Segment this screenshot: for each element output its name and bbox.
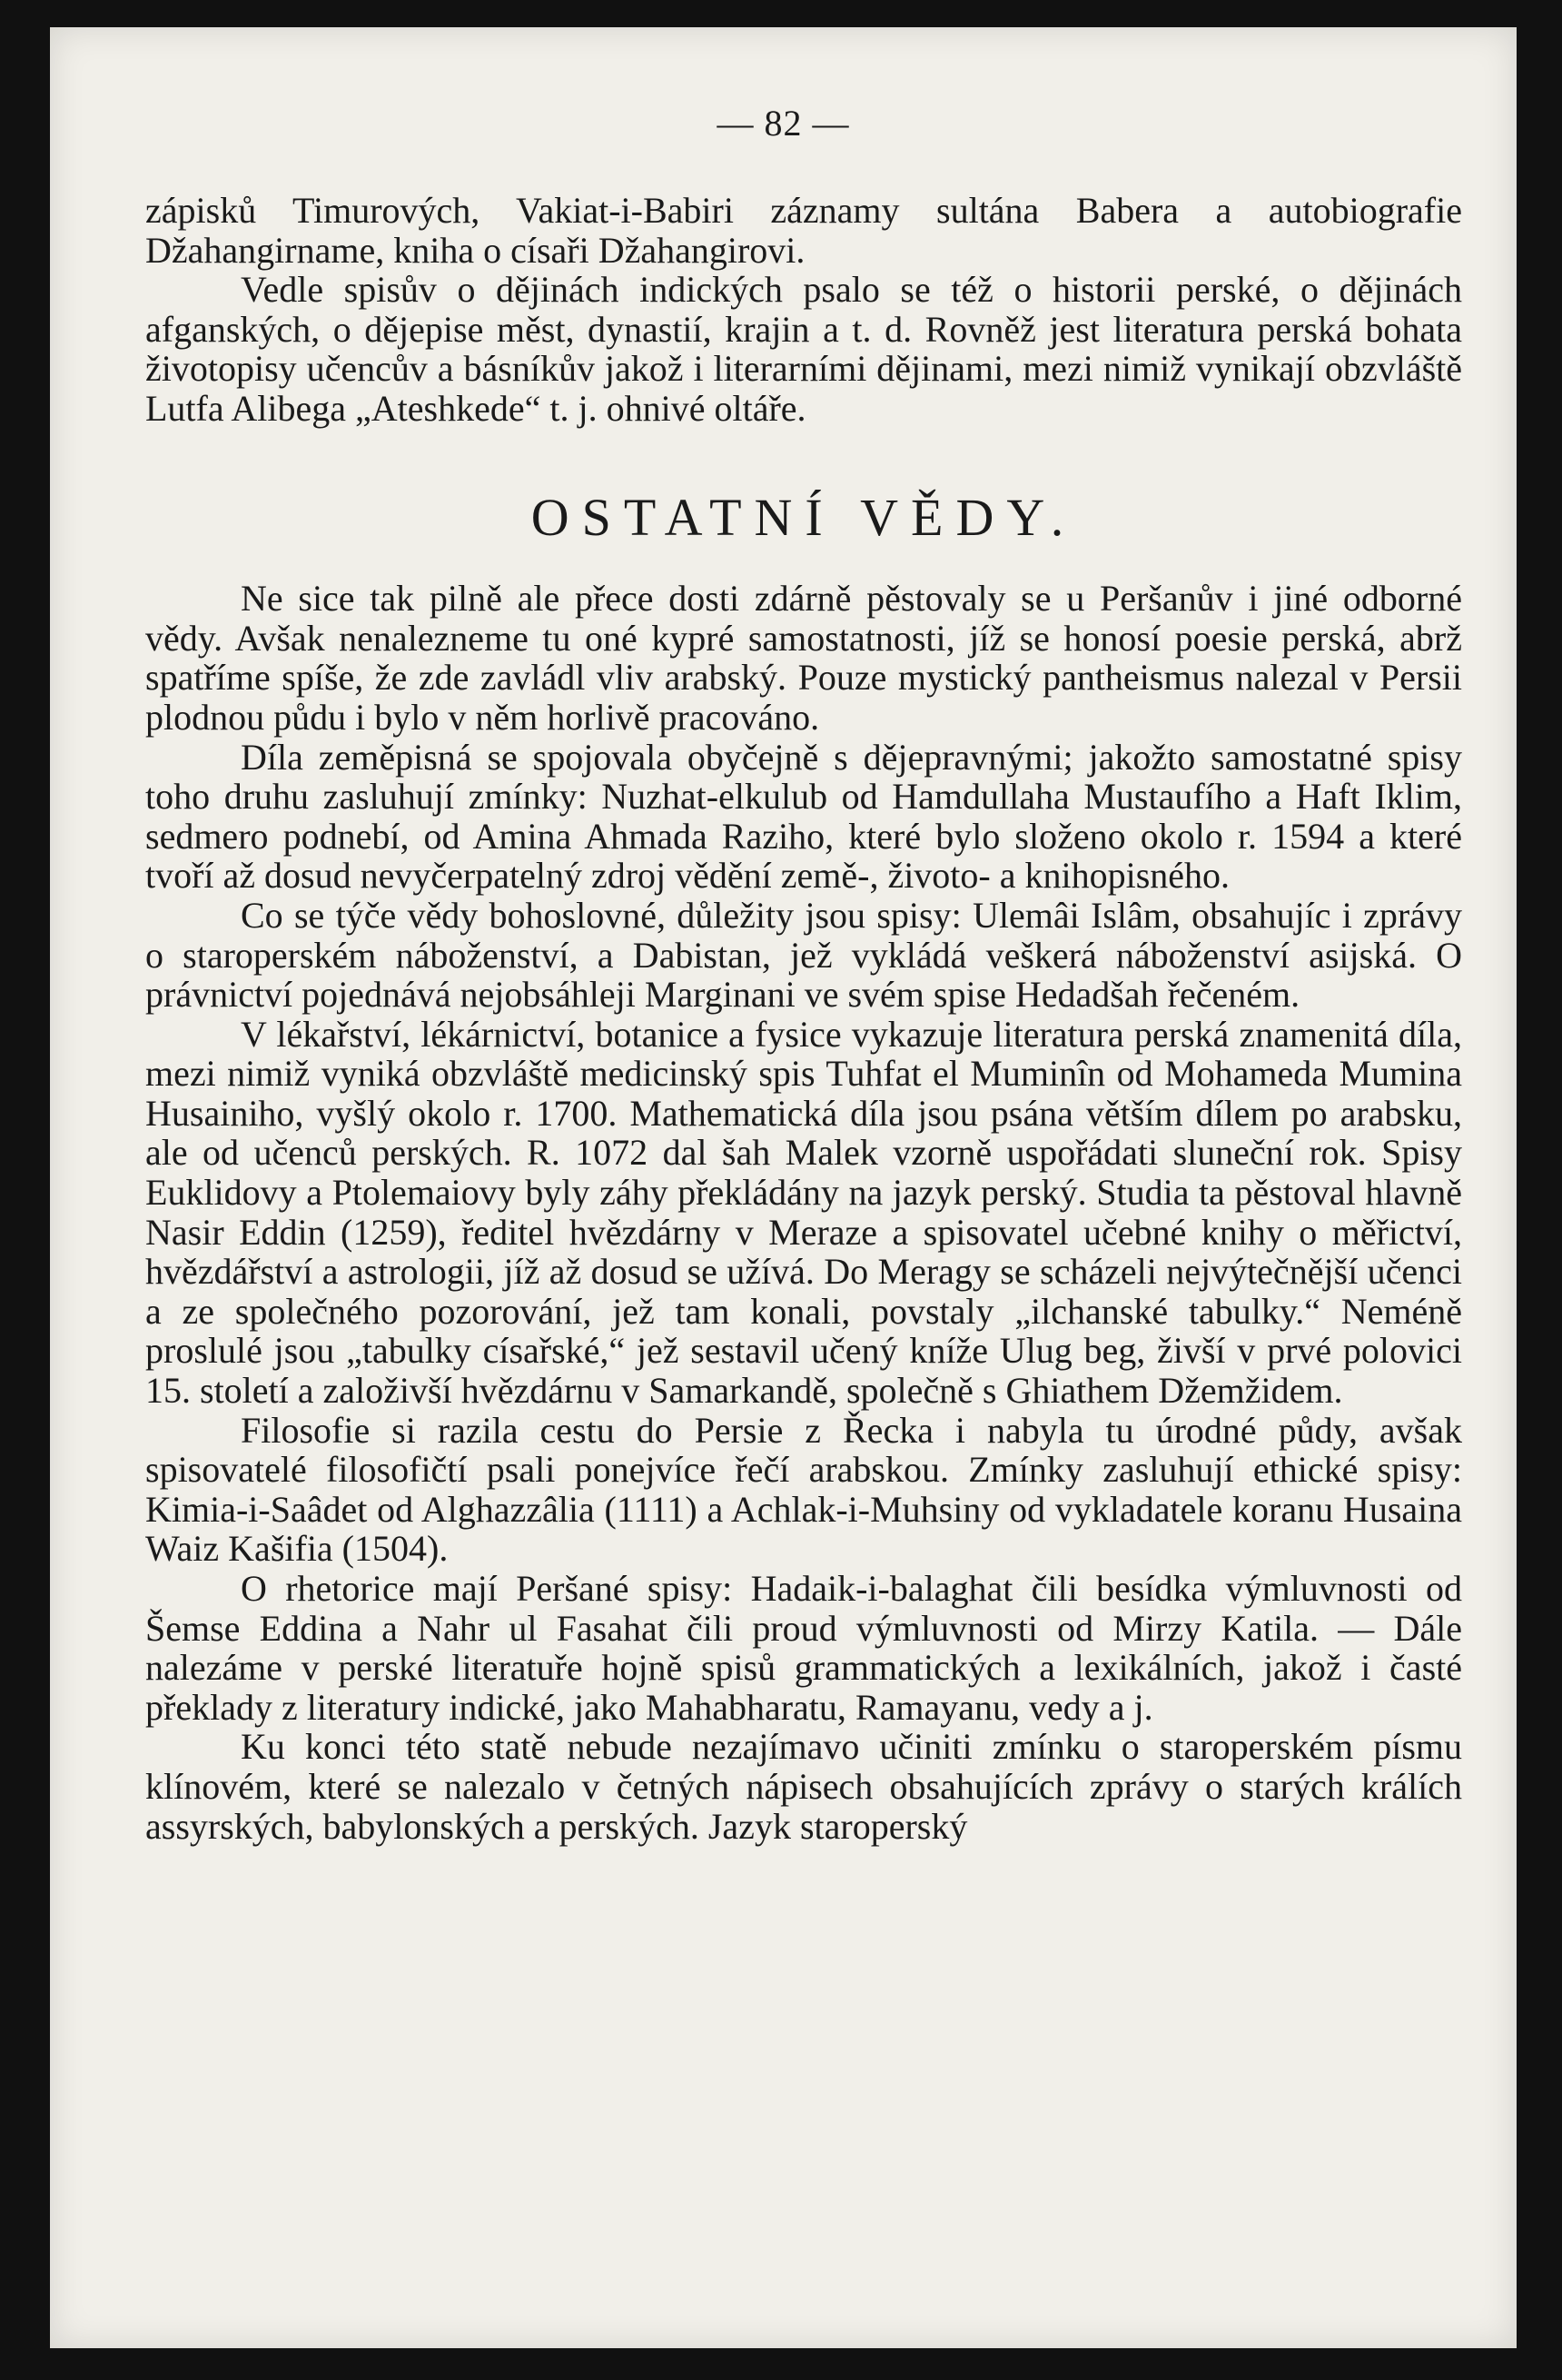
paragraph: Filosofie si razila cestu do Persie z Řecka i nabyla tu úrodné půdy, avšak spisovatelé filosofičtí psali ponejvíce řečí arabskou. Zmínky zasluhují ethické spisy: Kimia-i-Saâdet od Alghazzâlia (1111) a Achlak-i-Muhsiny od vykladatele koranu Husaina Waiz Kašifia (1504). xyxy=(145,1409,1462,1570)
book-page xyxy=(50,27,1517,2348)
paragraph: V lékařství, lékárnictví, botanice a fysice vykazuje literatura perská znamenitá díla, mezi nimiž vyniká obzvláště medicinský spis Tuhfat el Muminîn od Mohameda Mumina Husainiho, vyšlý okolo r. 1700. Mathematická díla jsou psána větším dílem po arabsku, ale od učenců perských. R. 1072 dal šah Malek vzorně uspořádati sluneční rok. Spisy Euklidovy a Ptolemaiovy byly záhy překládány na jazyk perský. Studia ta pěstoval hlavně Nasir Eddin (1259), ředitel hvězdárny v Meraze a spisovatel učebné knihy o měřictví, hvězdářství a astrologii, jíž až dosud se užívá. Do Meragy se scházeli nejvýtečnější učenci a ze společného pozorování, jež tam konali, povstaly „ilchanské tabulky.“ Neméně proslulé jsou „tabulky císařské,“ jež sestavil učený kníže Ulug beg, živší v prvé polovici 15. století a založivší hvězdárnu v Samarkandě, společně s Ghiathem Džemžidem. xyxy=(145,1013,1462,1412)
paragraph: Díla zeměpisná se spojovala obyčejně s dějepravnými; jakožto samostatné spisy toho druhu zasluhují zmínky: Nuzhat-elkulub od Hamdullaha Mustaufího a Haft Iklim, sedmero podnebí, od Amina Ahmada Raziho, které bylo složeno okolo r. 1594 a které tvoří až dosud nevyčerpatelný zdroj vědění země-, životo- a knihopisného. xyxy=(145,736,1462,897)
page-number: — 82 — xyxy=(717,103,850,144)
paragraph: Co se týče vědy bohoslovné, důležity jsou spisy: Ulemâi Islâm, obsahujíc i zprávy o staroperském náboženství, a Dabistan, jež vykládá veškerá náboženství asijská. O právnictví pojednává nejobsáhleji Marginani ve svém spise Hedadšah řečeném. xyxy=(145,894,1462,1016)
paragraph: Vedle spisův o dějinách indických psalo se též o historii perské, o dějinách afganských, o dějepise měst, dynastií, krajin a t. d. Rovněž jest literatura perská bohata životopisy učencův a básníkův jakož i literarními dějinami, mezi nimiž vynikají obzvláště Lutfa Alibega „Ateshkede“ t. j. ohnivé oltáře. xyxy=(145,269,1462,429)
paragraph: O rhetorice mají Peršané spisy: Hadaik-i-balaghat čili besídka výmluvnosti od Šemse Eddina a Nahr ul Fasahat čili proud výmluvnosti od Mirzy Katila. — Dále nalezáme v perské literatuře hojně spisů grammatických a lexikálních, jakož i časté překlady z literatury indické, jako Mahabharatu, Ramayanu, vedy a j. xyxy=(145,1568,1462,1728)
paragraph: Ne sice tak pilně ale přece dosti zdárně pěstovaly se u Peršanův i jiné odborné vědy. Avšak nenalezneme tu oné kypré samostatnosti, jíž se honosí poesie perská, abrž spatříme spíše, že zde zavládl vliv arabský. Pouze mystický pantheismus nalezal v Persii plodnou půdu i bylo v něm horlivě pracováno. xyxy=(145,578,1462,738)
paragraph: zápisků Timurových, Vakiat-i-Babiri záznamy sultána Babera a autobiografie Džahangirname, kniha o císaři Džahangirovi. xyxy=(145,190,1462,271)
page-body xyxy=(145,191,1462,1846)
section-heading: OSTATNÍ VĚDY. xyxy=(530,487,1077,547)
paragraph: Ku konci této statě nebude nezajímavo učiniti zmínku o staroperském písmu klínovém, které se nalezalo v četných nápisech obsahujících zprávy o starých králích assyrských, babylonských a perských. Jazyk staroperský xyxy=(145,1726,1462,1847)
